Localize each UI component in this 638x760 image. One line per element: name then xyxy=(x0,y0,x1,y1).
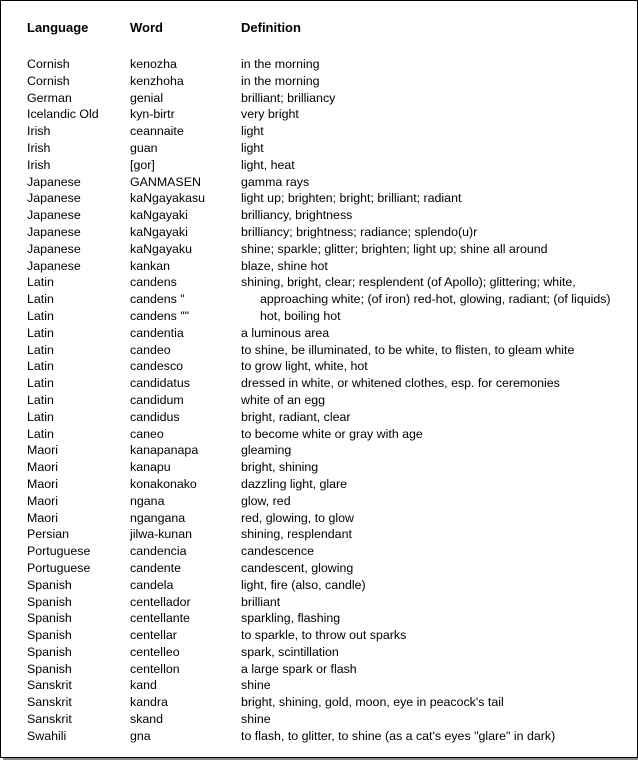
table-row xyxy=(1,392,637,409)
definition-cell: dazzling light, glare xyxy=(241,476,348,491)
definition-cell: dressed in white, or whitened clothes, esp. for ceremonies xyxy=(241,376,560,391)
word-cell: candencia xyxy=(130,544,187,559)
definition-cell: to flash, to glitter, to shine (as a cat's eyes "glare" in dark) xyxy=(241,728,556,743)
table-row xyxy=(1,207,637,224)
language-cell: Spanish xyxy=(27,611,72,626)
word-cell: GANMASEN xyxy=(130,174,201,189)
word-cell: kyn-birtr xyxy=(130,107,175,122)
definition-cell: glow, red xyxy=(241,493,291,508)
word-cell: kaNgayaki xyxy=(130,224,188,239)
language-cell: Maori xyxy=(27,476,58,491)
word-cell: kankan xyxy=(130,258,170,273)
language-cell: Japanese xyxy=(27,191,81,206)
header-word: Word xyxy=(130,20,163,35)
table-row xyxy=(1,241,637,258)
language-cell: Spanish xyxy=(27,577,72,592)
definition-cell: bright, radiant, clear xyxy=(241,409,351,424)
table-row xyxy=(1,291,637,308)
word-cell: candens xyxy=(130,275,177,290)
definition-cell: bright, shining xyxy=(241,460,319,475)
language-cell: Icelandic Old xyxy=(27,107,99,122)
language-cell: Maori xyxy=(27,460,58,475)
word-cell: skand xyxy=(130,712,164,727)
definition-cell: candescent, glowing xyxy=(241,560,354,575)
table-row xyxy=(1,140,637,157)
language-cell: Sanskrit xyxy=(27,712,72,727)
definition-cell: light xyxy=(241,124,264,139)
word-cell: caneo xyxy=(130,426,164,441)
word-cell: candens " xyxy=(130,292,185,307)
definition-cell: light up; brighten; bright; brilliant; radiant xyxy=(241,191,462,206)
table-row xyxy=(1,543,637,560)
table-row xyxy=(1,308,637,325)
table-row xyxy=(1,644,637,661)
definition-cell: white of an egg xyxy=(241,392,326,407)
word-cell: candesco xyxy=(130,359,184,374)
table-row xyxy=(1,526,637,543)
language-cell: Japanese xyxy=(27,258,81,273)
table-row xyxy=(1,358,637,375)
word-cell: jilwa-kunan xyxy=(130,527,192,542)
definition-cell: shining, resplendant xyxy=(241,527,352,542)
word-cell: centellador xyxy=(130,594,191,609)
word-cell: kanapanapa xyxy=(130,443,199,458)
definition-cell: gleaming xyxy=(241,443,292,458)
word-table xyxy=(1,56,637,745)
definition-cell: in the morning xyxy=(241,57,320,71)
language-cell: Latin xyxy=(27,426,54,441)
table-row xyxy=(1,258,637,275)
definition-cell: very bright xyxy=(241,107,299,122)
table-row xyxy=(1,190,637,207)
table-row xyxy=(1,274,637,291)
word-cell: candentia xyxy=(130,325,184,340)
word-cell: candente xyxy=(130,560,181,575)
definition-cell: light, fire (also, candle) xyxy=(241,577,366,592)
language-cell: Latin xyxy=(27,342,54,357)
table-row xyxy=(1,174,637,191)
language-cell: Portuguese xyxy=(27,544,91,559)
table-row xyxy=(1,594,637,611)
language-cell: Irish xyxy=(27,157,51,172)
definition-cell: a large spark or flash xyxy=(241,661,357,676)
word-cell: ceannaite xyxy=(130,124,184,139)
word-cell: kaNgayaku xyxy=(130,241,192,256)
table-row xyxy=(1,106,637,123)
word-cell: candeo xyxy=(130,342,171,357)
definition-cell: in the morning xyxy=(241,73,320,88)
definition-cell: to sparkle, to throw out sparks xyxy=(241,628,407,643)
definition-cell: sparkling, flashing xyxy=(241,611,341,626)
table-row xyxy=(1,375,637,392)
table-row xyxy=(1,694,637,711)
table-row xyxy=(1,661,637,678)
word-cell: candela xyxy=(130,577,174,592)
table-row xyxy=(1,426,637,443)
word-cell: kandra xyxy=(130,695,168,710)
definition-cell: red, glowing, to glow xyxy=(241,510,354,525)
word-cell: candidus xyxy=(130,409,180,424)
language-cell: Japanese xyxy=(27,174,81,189)
definition-cell: brilliancy; brightness; radiance; splendo(u)r xyxy=(241,224,478,239)
language-cell: Latin xyxy=(27,409,54,424)
table-row xyxy=(1,610,637,627)
language-cell: Spanish xyxy=(27,644,72,659)
table-row xyxy=(1,627,637,644)
definition-cell: light, heat xyxy=(241,157,295,172)
definition-cell: shine; sparkle; glitter; brighten; light up; shine all around xyxy=(241,241,548,256)
header-definition: Definition xyxy=(241,20,301,35)
language-cell: Maori xyxy=(27,443,58,458)
word-cell: centelleo xyxy=(130,644,180,659)
word-cell: kaNgayakasu xyxy=(130,191,206,206)
language-cell: Latin xyxy=(27,376,54,391)
definition-cell: bright, shining, gold, moon, eye in peacock's tail xyxy=(241,695,504,710)
language-cell: Japanese xyxy=(27,241,81,256)
table-row xyxy=(1,476,637,493)
definition-cell: approaching white; (of iron) red-hot, glowing, radiant; (of liquids) xyxy=(260,292,611,307)
language-cell: Latin xyxy=(27,292,54,307)
language-cell: Spanish xyxy=(27,594,72,609)
definition-cell: shining, bright, clear; resplendent (of Apollo); glittering; white, xyxy=(241,275,576,290)
language-cell: Maori xyxy=(27,510,58,525)
definition-cell: shine xyxy=(241,712,271,727)
word-cell: centellar xyxy=(130,628,177,643)
language-cell: Portuguese xyxy=(27,560,91,575)
table-row xyxy=(1,560,637,577)
table-row xyxy=(1,493,637,510)
definition-cell: spark, scintillation xyxy=(241,644,339,659)
definition-cell: brilliancy, brightness xyxy=(241,208,353,223)
word-cell: kaNgayaki xyxy=(130,208,188,223)
language-cell: Maori xyxy=(27,493,58,508)
definition-cell: light xyxy=(241,140,264,155)
word-cell: centellante xyxy=(130,611,190,626)
language-cell: Persian xyxy=(27,527,70,542)
language-cell: Latin xyxy=(27,359,54,374)
language-cell: Latin xyxy=(27,275,54,290)
language-cell: Cornish xyxy=(27,57,70,71)
definition-cell: to grow light, white, hot xyxy=(241,359,368,374)
definition-cell: to shine, be illuminated, to be white, to flisten, to gleam white xyxy=(241,342,575,357)
language-cell: Latin xyxy=(27,392,54,407)
word-cell: genial xyxy=(130,90,164,105)
definition-cell: to become white or gray with age xyxy=(241,426,423,441)
table-row xyxy=(1,224,637,241)
definition-cell: hot, boiling hot xyxy=(260,308,341,323)
word-cell: ngangana xyxy=(130,510,186,525)
table-row xyxy=(1,157,637,174)
language-cell: Sanskrit xyxy=(27,695,72,710)
table-row xyxy=(1,342,637,359)
definition-cell: brilliant xyxy=(241,594,281,609)
language-cell: Spanish xyxy=(27,661,72,676)
language-cell: Irish xyxy=(27,140,51,155)
language-cell: Sanskrit xyxy=(27,678,72,693)
language-cell: Swahili xyxy=(27,728,67,743)
table-row xyxy=(1,728,637,745)
table-row xyxy=(1,459,637,476)
table-row xyxy=(1,577,637,594)
language-cell: Latin xyxy=(27,325,54,340)
word-cell: ngana xyxy=(130,493,165,508)
language-cell: German xyxy=(27,90,72,105)
table-row xyxy=(1,510,637,527)
word-cell: guan xyxy=(130,140,158,155)
word-cell: gna xyxy=(130,728,151,743)
language-cell: Cornish xyxy=(27,73,70,88)
language-cell: Spanish xyxy=(27,628,72,643)
word-cell: konakonako xyxy=(130,476,197,491)
word-cell: candidatus xyxy=(130,376,190,391)
language-cell: Latin xyxy=(27,308,54,323)
word-cell: kand xyxy=(130,678,157,693)
definition-cell: shine xyxy=(241,678,271,693)
table-row xyxy=(1,442,637,459)
language-cell: Japanese xyxy=(27,224,81,239)
definition-cell: gamma rays xyxy=(241,174,310,189)
word-cell: centellon xyxy=(130,661,180,676)
table-row xyxy=(1,90,637,107)
word-cell: candidum xyxy=(130,392,184,407)
table-row xyxy=(1,409,637,426)
table-row xyxy=(1,711,637,728)
language-cell: Japanese xyxy=(27,208,81,223)
definition-cell: a luminous area xyxy=(241,325,330,340)
table-row xyxy=(1,325,637,342)
header-language: Language xyxy=(27,20,89,35)
language-cell: Irish xyxy=(27,124,51,139)
table-row xyxy=(1,677,637,694)
table-row xyxy=(1,56,637,73)
word-cell: kenozha xyxy=(130,57,177,71)
definition-cell: candescence xyxy=(241,544,315,559)
definition-cell: brilliant; brilliancy xyxy=(241,90,336,105)
definition-cell: blaze, shine hot xyxy=(241,258,328,273)
word-cell: kanapu xyxy=(130,460,171,475)
table-row xyxy=(1,73,637,90)
table-row xyxy=(1,123,637,140)
word-cell: kenzhoha xyxy=(130,73,184,88)
word-cell: candens "" xyxy=(130,308,190,323)
word-cell: [gor] xyxy=(130,157,155,172)
